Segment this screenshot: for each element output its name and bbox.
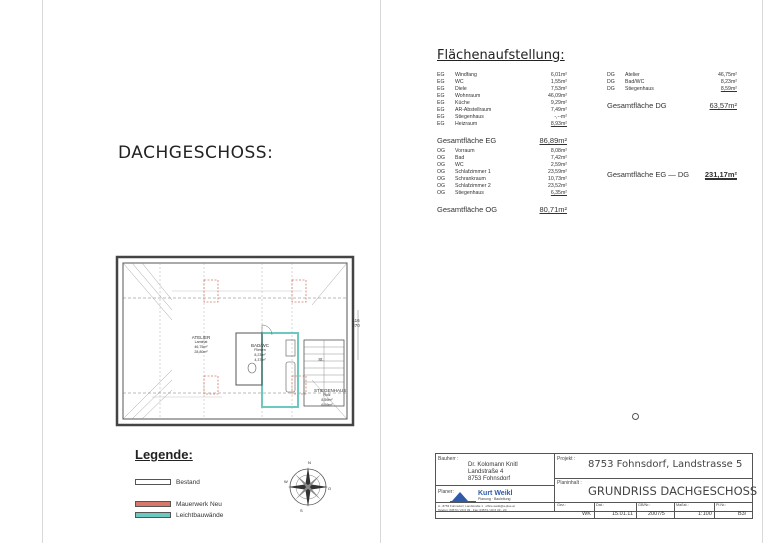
room-label-atelier: ATELIER Laminat 46,75m² 28,80m² (191, 335, 211, 354)
legend-swatch-new-masonry (135, 501, 171, 507)
legend-swatch-existing (135, 479, 171, 485)
title-block (435, 453, 758, 519)
field-label: Maßst.: (676, 503, 689, 507)
area-row: EG Heizraum 8,93m² (437, 121, 567, 127)
compass-n: N (308, 460, 311, 465)
compass-w: W (284, 479, 288, 484)
page-fold-center (380, 0, 381, 543)
projekt-label: Projekt : (557, 456, 576, 462)
legend-label: Bestand (176, 479, 200, 486)
planinhalt-value: GRUNDRISS DACHGESCHOSS (588, 484, 758, 498)
planinhalt-label: Planinhalt : (557, 480, 582, 486)
compass-o: O (328, 486, 332, 491)
area-row: EG Wohnraum 46,09m² (437, 93, 567, 99)
area-row: OG Stiegenhaus 6,35m² (437, 190, 567, 196)
projekt-value: 8753 Fohnsdorf, Landstrasse 5 (588, 459, 743, 470)
page-fold-right (762, 0, 763, 543)
area-row: OG WC 2,59m² (437, 162, 567, 168)
og-total: Gesamtfläche OG 80,71m² (437, 205, 567, 214)
room-label-stiegenhaus: STIEGENHAUS Holz 8,59m² 6,59m² (314, 388, 347, 407)
bauherr-line: Dr. Kolomann Knitl (468, 462, 518, 468)
stair-label: St. (318, 357, 324, 362)
area-row: EG Windfang 6,01m² (437, 72, 567, 78)
compass-s: S (300, 508, 303, 513)
area-row: DG Atelier 46,75m² (607, 72, 737, 78)
area-row: EG Küche 9,29m² (437, 100, 567, 106)
legend-label: Mauerwerk Neu (176, 501, 222, 508)
area-row: EG WC 1,55m² (437, 79, 567, 85)
area-row: OG Vorraum 8,08m² (437, 148, 567, 154)
field-value: WK (582, 511, 591, 517)
company-name: Kurt Weikl (478, 490, 513, 497)
legend-swatch-lightweight-walls (135, 512, 171, 518)
bauherr-label: Bauherr : (438, 456, 459, 462)
area-row: OG Schlafzimmer 2 23,52m² (437, 183, 567, 189)
area-row: EG AR-Abstellraum 7,49m² (437, 107, 567, 113)
field-label: Pl.Nr.: (716, 503, 727, 507)
company-address: A - 8753 Fohnsdorf, Landstraße 1 · office.weikl@a-plus.at (438, 504, 515, 508)
area-row: OG Schlafzimmer 1 23,59m² (437, 169, 567, 175)
area-row: DG Stiegenhaus 8,59m² (607, 86, 737, 92)
area-row: EG Stiegenhaus -,--m² (437, 114, 567, 120)
area-row: DG Bad/WC 8,23m² (607, 79, 737, 85)
side-dimension: 116 270 (352, 318, 360, 328)
areas-title: Flächenaufstellung: (437, 48, 565, 63)
field-value: 2007/5 (648, 511, 665, 517)
area-row: EG Diele 7,53m² (437, 86, 567, 92)
company-sub: Planung · Bauleitung (478, 497, 511, 501)
sheet-title: DACHGESCHOSS: (118, 143, 274, 163)
dg-total: Gesamtfläche DG 63,57m² (607, 101, 737, 110)
section-mark (632, 413, 639, 420)
legend-title: Legende: (135, 447, 193, 462)
field-value: 1:100 (698, 511, 712, 517)
grand-total: Gesamtfläche EG — DG 231,17m² (607, 170, 737, 179)
field-value: 15.01.11 (612, 511, 634, 517)
planer-label: Planer: (438, 489, 454, 495)
room-label-bad-wc: BAD/WC Fliesen 8,23m² 4,37m² (251, 343, 269, 362)
page-fold-left (42, 0, 43, 543)
field-value: B3/ (738, 511, 747, 517)
compass-icon (283, 462, 333, 512)
bauherr-line: Landstraße 4 (468, 469, 504, 475)
legend-label: Leichtbauwände (176, 512, 224, 519)
area-row: OG Schrankraum 10,73m² (437, 176, 567, 182)
area-row: OG Bad 7,42m² (437, 155, 567, 161)
bauherr-line: 8753 Fohnsdorf (468, 476, 511, 482)
company-phone: Telefon: 03573 / 20 6 33 · Fax: 03573 / 20 6 33 - 20 (438, 508, 507, 512)
field-label: Dat.: (596, 503, 605, 507)
company-logo-icon (450, 490, 476, 502)
eg-total: Gesamtfläche EG 86,89m² (437, 136, 567, 145)
field-label: GB/Nr.: (638, 503, 651, 507)
field-label: Gez.: (557, 503, 567, 507)
